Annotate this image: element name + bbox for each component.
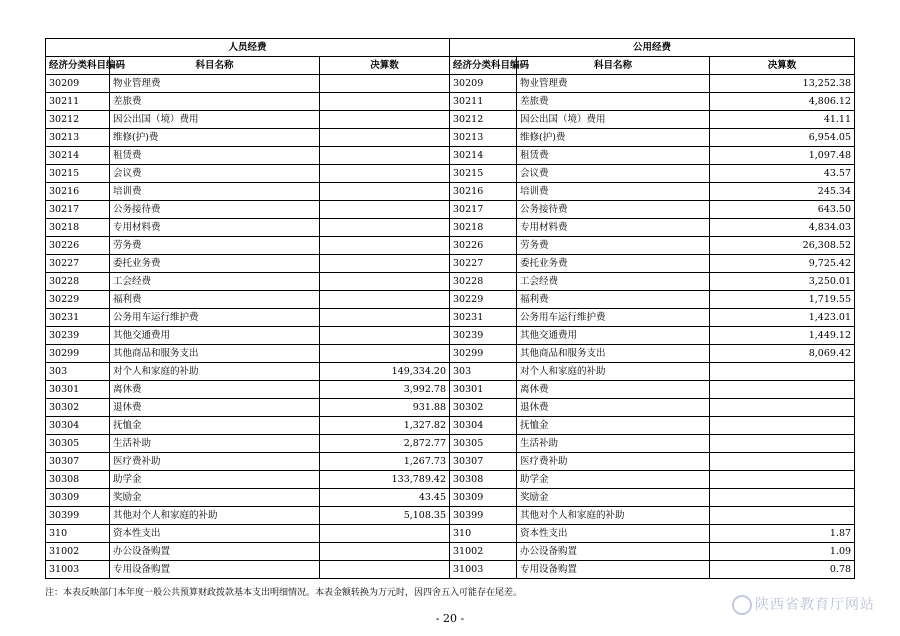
table-row: [46, 309, 855, 327]
table-row: [46, 147, 855, 165]
cell-code-right: 30216: [450, 183, 517, 201]
cell-amount-left: [320, 93, 450, 111]
col-name-left: 科目名称: [110, 57, 320, 75]
cell-amount-left: [320, 561, 450, 579]
cell-code-left: 30305: [46, 435, 110, 453]
cell-name-left: 奖励金: [110, 489, 320, 507]
cell-code-left: 30229: [46, 291, 110, 309]
cell-name-left: 公务接待费: [110, 201, 320, 219]
cell-code-right: 30209: [450, 75, 517, 93]
cell-name-left: 公务用车运行维护费: [110, 309, 320, 327]
cell-code-left: 30209: [46, 75, 110, 93]
cell-code-right: 30228: [450, 273, 517, 291]
cell-amount-left: [320, 345, 450, 363]
table-row: [46, 183, 855, 201]
watermark-text: 陕西省教育厅网站: [755, 597, 875, 613]
cell-amount-left: [320, 201, 450, 219]
table-body: [46, 75, 855, 579]
cell-amount-left: [320, 255, 450, 273]
table-row: [46, 219, 855, 237]
cell-amount-right: 1,719.55: [710, 291, 855, 309]
cell-name-left: 其他商品和服务支出: [110, 345, 320, 363]
cell-name-right: 物业管理费: [517, 75, 710, 93]
cell-name-left: 对个人和家庭的补助: [110, 363, 320, 381]
cell-name-right: 差旅费: [517, 93, 710, 111]
cell-name-right: 因公出国（境）费用: [517, 111, 710, 129]
cell-name-right: 退休费: [517, 399, 710, 417]
table-row: [46, 471, 855, 489]
cell-amount-left: [320, 183, 450, 201]
cell-code-left: 30304: [46, 417, 110, 435]
col-code-right: 经济分类科目编码: [450, 57, 517, 75]
cell-amount-right: 1,097.48: [710, 147, 855, 165]
cell-code-left: 30239: [46, 327, 110, 345]
cell-amount-left: [320, 219, 450, 237]
cell-amount-right: 9,725.42: [710, 255, 855, 273]
cell-name-right: 公务接待费: [517, 201, 710, 219]
section-personnel-header: 人员经费: [46, 39, 450, 57]
cell-code-left: 30227: [46, 255, 110, 273]
cell-amount-right: 643.50: [710, 201, 855, 219]
cell-code-left: 303: [46, 363, 110, 381]
cell-amount-right: 1.87: [710, 525, 855, 543]
cell-code-left: 30228: [46, 273, 110, 291]
cell-amount-left: [320, 309, 450, 327]
cell-amount-right: 13,252.38: [710, 75, 855, 93]
cell-code-right: 30307: [450, 453, 517, 471]
cell-name-left: 办公设备购置: [110, 543, 320, 561]
cell-code-right: 30217: [450, 201, 517, 219]
cell-name-right: 其他交通费用: [517, 327, 710, 345]
cell-amount-left: [320, 237, 450, 255]
table-row: [46, 381, 855, 399]
table-row: [46, 75, 855, 93]
cell-amount-left: 5,108.35: [320, 507, 450, 525]
cell-name-right: 离休费: [517, 381, 710, 399]
cell-name-left: 培训费: [110, 183, 320, 201]
cell-amount-right: [710, 381, 855, 399]
cell-amount-left: 43.45: [320, 489, 450, 507]
cell-name-left: 会议费: [110, 165, 320, 183]
cell-name-right: 奖励金: [517, 489, 710, 507]
cell-amount-left: [320, 525, 450, 543]
cell-amount-right: [710, 507, 855, 525]
cell-code-right: 30212: [450, 111, 517, 129]
cell-code-left: 30302: [46, 399, 110, 417]
cell-name-left: 物业管理费: [110, 75, 320, 93]
cell-amount-right: 4,806.12: [710, 93, 855, 111]
cell-code-right: 30299: [450, 345, 517, 363]
cell-code-left: 30212: [46, 111, 110, 129]
table-row: [46, 453, 855, 471]
cell-amount-right: [710, 489, 855, 507]
col-amount-right: 决算数: [710, 57, 855, 75]
cell-name-right: 培训费: [517, 183, 710, 201]
cell-code-left: 30214: [46, 147, 110, 165]
cell-code-right: 30211: [450, 93, 517, 111]
cell-code-left: 30299: [46, 345, 110, 363]
cell-code-right: 30215: [450, 165, 517, 183]
section-public-header: 公用经费: [450, 39, 855, 57]
cell-code-left: 30231: [46, 309, 110, 327]
cell-amount-left: [320, 129, 450, 147]
cell-code-left: 30213: [46, 129, 110, 147]
cell-code-right: 30239: [450, 327, 517, 345]
cell-code-left: 310: [46, 525, 110, 543]
cell-code-right: 30308: [450, 471, 517, 489]
cell-amount-right: 245.34: [710, 183, 855, 201]
cell-amount-right: [710, 435, 855, 453]
col-code-left: 经济分类科目编码: [46, 57, 110, 75]
cell-code-left: 31003: [46, 561, 110, 579]
cell-code-right: 30302: [450, 399, 517, 417]
table-row: [46, 345, 855, 363]
cell-name-right: 公务用车运行维护费: [517, 309, 710, 327]
cell-name-right: 医疗费补助: [517, 453, 710, 471]
cell-code-right: 31002: [450, 543, 517, 561]
cell-amount-left: 931.88: [320, 399, 450, 417]
col-name-right: 科目名称: [517, 57, 710, 75]
cell-amount-right: 8,069.42: [710, 345, 855, 363]
cell-name-right: 专用设备购置: [517, 561, 710, 579]
cell-code-right: 30218: [450, 219, 517, 237]
cell-code-left: 30215: [46, 165, 110, 183]
cell-amount-right: [710, 453, 855, 471]
cell-name-right: 抚恤金: [517, 417, 710, 435]
cell-name-right: 资本性支出: [517, 525, 710, 543]
cell-code-left: 30307: [46, 453, 110, 471]
cell-name-right: 劳务费: [517, 237, 710, 255]
cell-amount-right: [710, 471, 855, 489]
table-row: [46, 93, 855, 111]
cell-amount-right: 6,954.05: [710, 129, 855, 147]
expenditure-table: [45, 38, 855, 579]
cell-code-right: 30305: [450, 435, 517, 453]
cell-name-right: 会议费: [517, 165, 710, 183]
cell-amount-left: 1,327.82: [320, 417, 450, 435]
cell-code-right: 30309: [450, 489, 517, 507]
cell-amount-right: 4,834.03: [710, 219, 855, 237]
cell-name-left: 工会经费: [110, 273, 320, 291]
table-row: [46, 363, 855, 381]
cell-code-right: 30304: [450, 417, 517, 435]
cell-name-right: 其他对个人和家庭的补助: [517, 507, 710, 525]
cell-amount-left: [320, 147, 450, 165]
cell-amount-left: [320, 111, 450, 129]
cell-name-right: 专用材料费: [517, 219, 710, 237]
cell-amount-left: [320, 291, 450, 309]
cell-name-right: 福利费: [517, 291, 710, 309]
cell-name-right: 租赁费: [517, 147, 710, 165]
cell-amount-left: [320, 543, 450, 561]
table-row: [46, 201, 855, 219]
cell-code-left: 31002: [46, 543, 110, 561]
cell-name-left: 医疗费补助: [110, 453, 320, 471]
cell-code-right: 30227: [450, 255, 517, 273]
cell-code-left: 30218: [46, 219, 110, 237]
cell-code-left: 30217: [46, 201, 110, 219]
cell-amount-right: 1,423.01: [710, 309, 855, 327]
cell-amount-left: 3,992.78: [320, 381, 450, 399]
cell-amount-left: [320, 327, 450, 345]
cell-code-right: 30213: [450, 129, 517, 147]
col-amount-left: 决算数: [320, 57, 450, 75]
cell-amount-right: [710, 363, 855, 381]
cell-name-left: 福利费: [110, 291, 320, 309]
table-row: [46, 327, 855, 345]
table-row: [46, 129, 855, 147]
cell-amount-right: [710, 399, 855, 417]
cell-amount-left: 1,267.73: [320, 453, 450, 471]
cell-amount-left: [320, 273, 450, 291]
cell-name-right: 工会经费: [517, 273, 710, 291]
page-number: - 20 -: [435, 612, 465, 625]
cell-code-left: 30211: [46, 93, 110, 111]
cell-amount-right: [710, 417, 855, 435]
cell-name-left: 生活补助: [110, 435, 320, 453]
cell-code-right: 310: [450, 525, 517, 543]
cell-amount-right: 26,308.52: [710, 237, 855, 255]
cell-name-left: 其他交通费用: [110, 327, 320, 345]
table-row: [46, 525, 855, 543]
cell-code-right: 30229: [450, 291, 517, 309]
cell-code-right: 30231: [450, 309, 517, 327]
cell-amount-left: 149,334.20: [320, 363, 450, 381]
cell-code-right: 30399: [450, 507, 517, 525]
cell-amount-left: 133,789.42: [320, 471, 450, 489]
cell-code-left: 30308: [46, 471, 110, 489]
cell-name-left: 专用材料费: [110, 219, 320, 237]
cell-amount-right: 3,250.01: [710, 273, 855, 291]
table-row: [46, 273, 855, 291]
table-row: [46, 417, 855, 435]
table-row: [46, 399, 855, 417]
cell-code-left: 30226: [46, 237, 110, 255]
table-row: [46, 111, 855, 129]
cell-name-right: 对个人和家庭的补助: [517, 363, 710, 381]
cell-name-left: 其他对个人和家庭的补助: [110, 507, 320, 525]
cell-code-left: 30309: [46, 489, 110, 507]
cell-name-left: 因公出国（境）费用: [110, 111, 320, 129]
table-row: [46, 489, 855, 507]
cell-code-right: 30301: [450, 381, 517, 399]
cell-code-right: 30214: [450, 147, 517, 165]
cell-name-left: 退休费: [110, 399, 320, 417]
table-row: [46, 237, 855, 255]
cell-amount-right: 1.09: [710, 543, 855, 561]
table-row: [46, 291, 855, 309]
cell-code-left: 30301: [46, 381, 110, 399]
cell-code-right: 31003: [450, 561, 517, 579]
cell-amount-right: 43.57: [710, 165, 855, 183]
cell-name-right: 办公设备购置: [517, 543, 710, 561]
cell-name-left: 维修(护)费: [110, 129, 320, 147]
table-row: [46, 561, 855, 579]
cell-code-right: 303: [450, 363, 517, 381]
cell-name-left: 离休费: [110, 381, 320, 399]
cell-name-left: 助学金: [110, 471, 320, 489]
table-row: [46, 507, 855, 525]
table-row: [46, 543, 855, 561]
cell-name-left: 差旅费: [110, 93, 320, 111]
cell-name-left: 委托业务费: [110, 255, 320, 273]
cell-amount-right: 0.78: [710, 561, 855, 579]
table-row: [46, 255, 855, 273]
cell-amount-left: [320, 75, 450, 93]
cell-amount-left: 2,872.77: [320, 435, 450, 453]
cell-code-right: 30226: [450, 237, 517, 255]
cell-name-right: 其他商品和服务支出: [517, 345, 710, 363]
cell-name-right: 助学金: [517, 471, 710, 489]
cell-amount-left: [320, 165, 450, 183]
cell-name-left: 资本性支出: [110, 525, 320, 543]
cell-name-left: 抚恤金: [110, 417, 320, 435]
table-row: [46, 165, 855, 183]
cell-code-left: 30216: [46, 183, 110, 201]
cell-name-right: 委托业务费: [517, 255, 710, 273]
cell-name-left: 租赁费: [110, 147, 320, 165]
cell-amount-right: 41.11: [710, 111, 855, 129]
footnote: 注：本表反映部门本年度一般公共预算财政拨款基本支出明细情况。本表金额转换为万元时，因四舍五入可能存在尾差。: [45, 588, 523, 598]
table-row: [46, 435, 855, 453]
cell-amount-right: 1,449.12: [710, 327, 855, 345]
cell-name-left: 专用设备购置: [110, 561, 320, 579]
cell-name-right: 生活补助: [517, 435, 710, 453]
cell-name-left: 劳务费: [110, 237, 320, 255]
cell-name-right: 维修(护)费: [517, 129, 710, 147]
cell-code-left: 30399: [46, 507, 110, 525]
